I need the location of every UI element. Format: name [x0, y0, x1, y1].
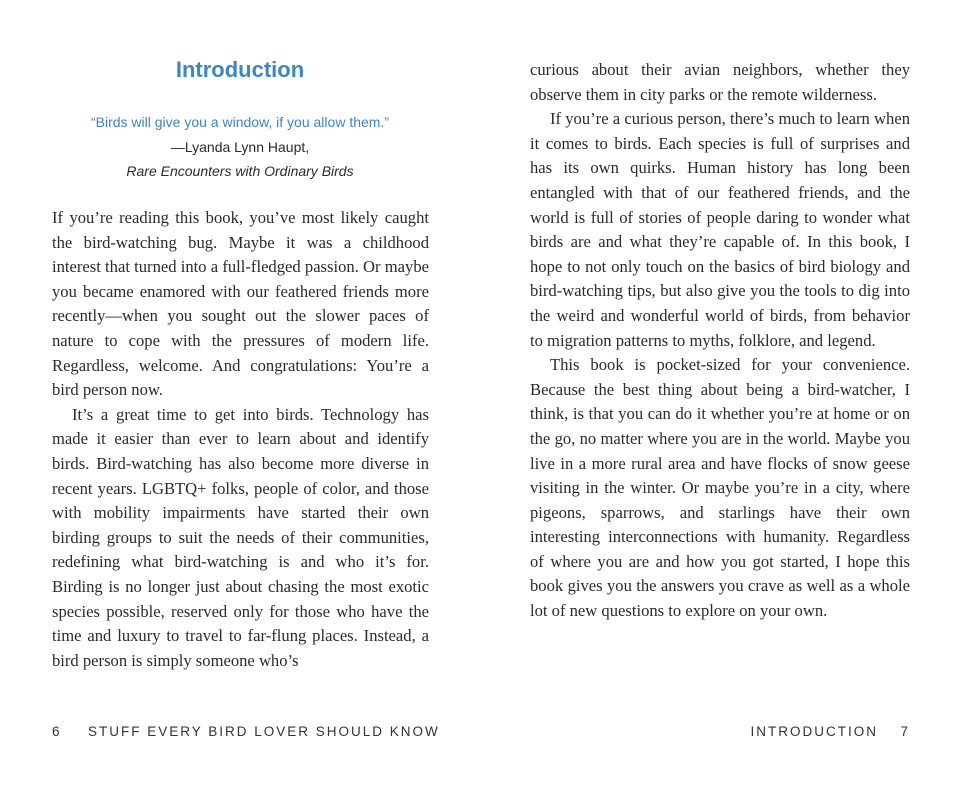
running-head: INTRODUCTION [750, 724, 878, 739]
epigraph-source: Rare Encounters with Ordinary Birds [126, 163, 354, 179]
running-head: STUFF EVERY BIRD LOVER SHOULD KNOW [88, 724, 440, 739]
chapter-title: Introduction [175, 57, 305, 82]
page-number: 6 [52, 724, 60, 739]
epigraph-quote: “Birds will give you a window, if you allow them.” [90, 114, 389, 130]
epigraph [52, 110, 428, 184]
paragraph: This book is pocket-sized for your convenience. Because the best thing about being a bird-watcher, I think, is that you can do it whether you’re at home or on the go, no matter where you are in the world. Maybe you live in a more rural area and have flocks of snow geese visiting in the winter. Or maybe you’re in a city, where pigeons, sparrows, and starlings have their own interesting interconnections with humanity. Regardless of where you are and how you got started, I hope this book gives you the answers you crave as well as a whole lot of new questions to explore on your own. [530, 355, 910, 621]
paragraph: curious about their avian neighbors, whether they observe them in city parks or the remote wilderness. [530, 60, 910, 104]
epigraph-author: —Lyanda Lynn Haupt, [170, 138, 310, 155]
page-number: 7 [900, 724, 908, 739]
paragraph: If you’re reading this book, you’ve most likely caught the bird-watching bug. Maybe it was a childhood interest that turned into a full-fledged passion. Or maybe you became enamored with our feathered friends more recently—when you sought out the slower paces of nature to cope with the pressures of modern life. Regardless, welcome. And congratulations: You’re a bird person now. [52, 208, 429, 400]
left-body-text [52, 206, 429, 673]
right-page [480, 0, 960, 788]
paragraph: It’s a great time to get into birds. Technology has made it easier than ever to learn about and identify birds. Bird-watching has also become more diverse in recent years. LGBTQ+ folks, people of color, and those with mobility impairments have started their own birding groups to suit the needs of their communities, redefining what bird-watching is and who it’s for. Birding is no longer just about chasing the most exotic species possible, reserved only for those who have the time and luxury to travel to far-flung places. Instead, a bird person is simply someone who’s [52, 404, 429, 670]
paragraph: If you’re a curious person, there’s much to learn when it comes to birds. Each species is full of surprises and has its own quirks. Human history has long been entangled with that of our feathered friends, and the world is full of stories of people daring to wonder what birds are and what they’re capable of. In this book, I hope to not only touch on the basics of bird biology and bird-watching tips, but also give you the tools to dig into the weird and wonderful world of birds, from behavior to migration patterns to myths, folklore, and legend. [530, 109, 910, 350]
right-body-text [530, 58, 910, 624]
